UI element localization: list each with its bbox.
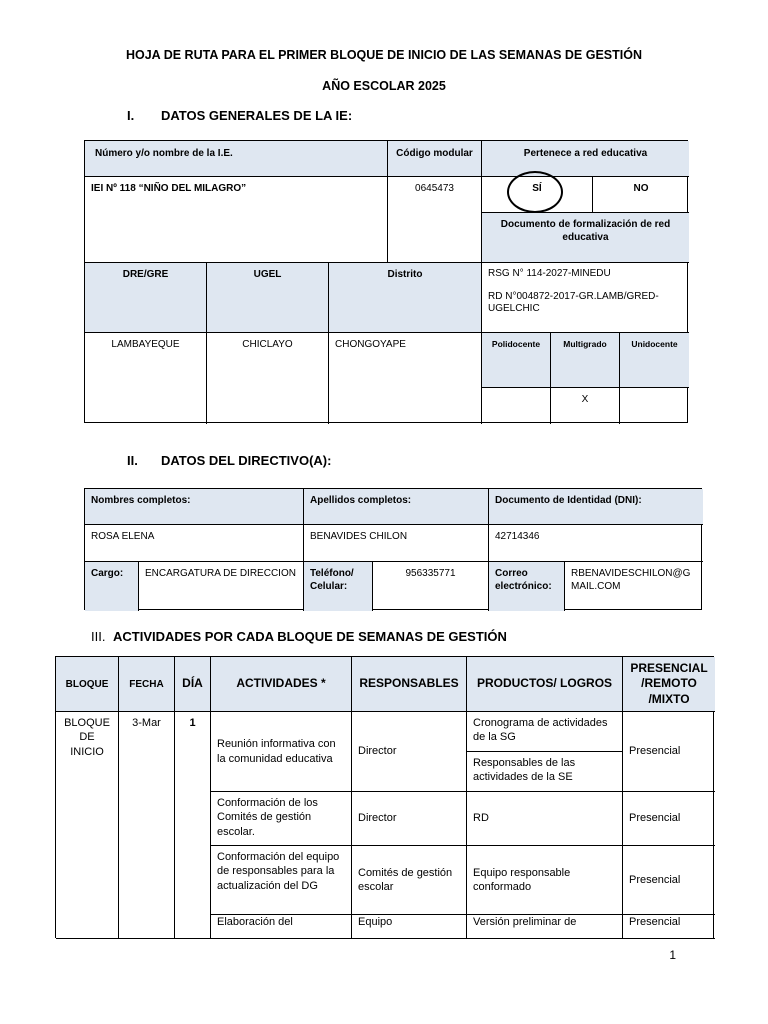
section-1-number: I. — [127, 108, 135, 123]
codigo-modular-value: 0645473 — [388, 177, 482, 263]
dni-value: 42714346 — [489, 525, 703, 562]
section-1-heading — [127, 108, 352, 123]
table-row-4-modalidad: Presencial — [623, 915, 715, 939]
table-row-3-modalidad: Presencial — [623, 846, 715, 915]
doc-value-line-2: RD N°004872-2017-GR.LAMB/GRED-UGELCHIC — [488, 290, 659, 314]
document-subtitle: AÑO ESCOLAR 2025 — [322, 79, 446, 93]
si-selection-circle — [507, 171, 563, 213]
col-modalidad-header: PRESENCIAL /REMOTO /MIXTO — [623, 657, 715, 712]
red-si-option: SÍ — [482, 177, 593, 213]
table-row-4-responsable: Equipo — [352, 915, 467, 939]
red-educativa-header: Pertenece a red educativa — [482, 141, 689, 177]
multigrado-header: Multigrado — [551, 333, 620, 388]
col-responsables-header: RESPONSABLES — [352, 657, 467, 712]
ugel-header: UGEL — [207, 263, 329, 333]
table-row-3-producto: Equipo responsable conformado — [467, 846, 623, 915]
polidocente-value — [482, 388, 551, 424]
nombres-value: ROSA ELENA — [85, 525, 304, 562]
doc-formalizacion-value — [482, 263, 689, 333]
table-row-1-producto-2: Responsables de las actividades de la SE — [467, 752, 623, 792]
apellidos-value: BENAVIDES CHILON — [304, 525, 489, 562]
col-actividades-header: ACTIVIDADES * — [211, 657, 352, 712]
unidocente-value — [620, 388, 689, 424]
distrito-value: CHONGOYAPE — [329, 333, 482, 424]
nombres-header: Nombres completos: — [85, 489, 304, 525]
section-2-heading — [127, 453, 331, 468]
dia-value: 1 — [175, 712, 211, 939]
table-row-1-responsable: Director — [352, 712, 467, 792]
table-row-2-actividad: Conformación de los Comités de gestión escolar. — [211, 792, 352, 846]
section-3-title: ACTIVIDADES POR CADA BLOQUE DE SEMANAS DE GESTIÓN — [113, 629, 507, 644]
document-title: HOJA DE RUTA PARA EL PRIMER BLOQUE DE INICIO DE LAS SEMANAS DE GESTIÓN — [125, 48, 642, 62]
telefono-label: Teléfono/ Celular: — [304, 562, 373, 611]
cargo-label: Cargo: — [85, 562, 139, 611]
codigo-modular-header: Código modular — [388, 141, 482, 177]
table-row-2-modalidad: Presencial — [623, 792, 715, 846]
dre-value: LAMBAYEQUE — [85, 333, 207, 424]
multigrado-value: X — [551, 388, 620, 424]
table-row-4-actividad: Elaboración del — [211, 915, 352, 939]
section-2-number: II. — [127, 453, 138, 468]
distrito-header: Distrito — [329, 263, 482, 333]
red-no-option: NO — [593, 177, 689, 213]
cargo-value: ENCARGATURA DE DIRECCION — [139, 562, 304, 611]
table-row-4-producto: Versión preliminar de — [467, 915, 623, 939]
table-row-2-responsable: Director — [352, 792, 467, 846]
doc-value-line-1: RSG N° 114-2027-MINEDU — [488, 268, 611, 279]
col-dia-header: DÍA — [175, 657, 211, 712]
ie-name-header: Número y/o nombre de la I.E. — [85, 141, 388, 177]
correo-label: Correo electrónico: — [489, 562, 565, 611]
col-productos-header: PRODUCTOS/ LOGROS — [467, 657, 623, 712]
section-1-title: DATOS GENERALES DE LA IE: — [161, 108, 353, 123]
table-row-3-responsable: Comités de gestión escolar — [352, 846, 467, 915]
table-row-1-producto-1: Cronograma de actividades de la SG — [467, 712, 623, 752]
table-directivo — [84, 488, 702, 610]
doc-formalizacion-header: Documento de formalización de red educativa — [482, 213, 689, 263]
table-actividades — [55, 656, 714, 938]
table-row-1-actividad: Reunión informativa con la comunidad educativa — [211, 712, 352, 792]
page-number: 1 — [669, 948, 676, 962]
apellidos-header: Apellidos completos: — [304, 489, 489, 525]
telefono-value: 956335771 — [373, 562, 489, 611]
section-2-title: DATOS DEL DIRECTIVO(A): — [161, 453, 332, 468]
col-bloque-header: BLOQUE — [56, 657, 119, 712]
dre-header: DRE/GRE — [85, 263, 207, 333]
table-datos-generales — [84, 140, 688, 423]
bloque-value: BLOQUE DE INICIO — [56, 712, 119, 939]
ie-name-value: IEI Nº 118 “NIÑO DEL MILAGRO” — [85, 177, 388, 263]
polidocente-header: Polidocente — [482, 333, 551, 388]
unidocente-header: Unidocente — [620, 333, 689, 388]
section-3-number: III. — [91, 629, 106, 644]
col-fecha-header: FECHA — [119, 657, 175, 712]
table-row-3-actividad: Conformación del equipo de responsables para la actualización del DG — [211, 846, 352, 915]
ugel-value: CHICLAYO — [207, 333, 329, 424]
section-3-heading — [91, 629, 507, 644]
table-row-2-producto: RD — [467, 792, 623, 846]
fecha-value: 3-Mar — [119, 712, 175, 939]
correo-value: RBENAVIDESCHILON@GMAIL.COM — [571, 568, 691, 592]
dni-header: Documento de Identidad (DNI): — [489, 489, 703, 525]
table-row-1-modalidad: Presencial — [623, 712, 715, 792]
